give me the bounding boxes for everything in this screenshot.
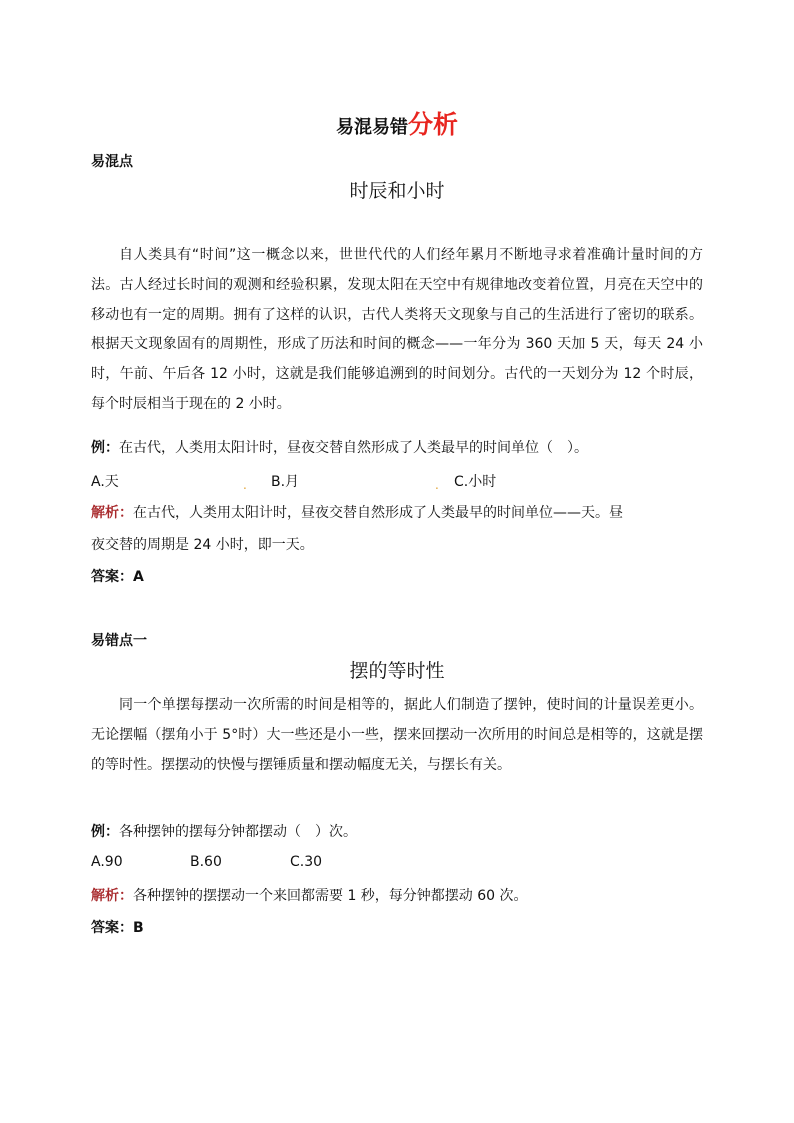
section-heading-pendulum: 摆的等时性 [349, 660, 445, 682]
option-b: B.60 [190, 854, 222, 870]
option-c: C.30 [290, 854, 323, 870]
answer-value: A [133, 569, 144, 585]
option-a: A.天 [91, 474, 119, 490]
section-label-error: 易错点一 [91, 633, 147, 649]
page-title [0, 108, 794, 145]
decorative-dot: . [243, 478, 247, 492]
analysis-label: 解析： [91, 888, 133, 904]
analysis-text: 在古代，人类用太阳计时，昼夜交替自然形成了人类最早的时间单位——天。昼 [133, 505, 623, 521]
analysis-text: 各种摆钟的摆摆动一个来回都需要 1 秒，每分钟都摆动 60 次。 [133, 888, 528, 904]
section1-example [91, 438, 588, 458]
section-heading-shichen: 时辰和小时 [349, 180, 445, 202]
section2-example [91, 822, 357, 842]
decorative-dot: . [435, 478, 439, 492]
analysis-label: 解析： [91, 505, 133, 521]
section1-paragraph: 自人类具有“时间”这一概念以来，世世代代的人们经年累月不断地寻求着准确计量时间的方法。古人经过长时间的观测和经验积累，发现太阳在天空中有规律地改变着位置，月亮在天空中的移动也有一定的周期。拥有了这样的认识，古代人类将天文现象与自己的生活进行了密切的联系。根据天文现象固有的周期性，形成了历法和时间的概念——一年分为 360 天加 5 天，每天 24 小时，午前、午后各 12 小时，这就是我们能够追溯到的时间划分。古代的一天划分为 12 个时辰，每个时辰相当于现在的 2 小时。 [91, 247, 703, 412]
example-text: 在古代，人类用太阳计时，昼夜交替自然形成了人类最早的时间单位（ ）。 [119, 440, 588, 456]
section2-answer [91, 918, 144, 938]
section-label-confusing: 易混点 [91, 154, 133, 170]
option-c: C.小时 [454, 474, 497, 490]
title-main: 易混易错 [335, 117, 408, 138]
option-a: A.90 [91, 854, 123, 870]
section1-answer [91, 567, 144, 587]
section1-analysis [91, 503, 623, 523]
example-text: 各种摆钟的摆每分钟都摆动（ ）次。 [119, 824, 357, 840]
title-accent: 分析 [407, 110, 458, 139]
answer-value: B [133, 920, 144, 936]
answer-label: 答案： [91, 569, 133, 585]
example-label: 例： [91, 440, 119, 456]
section2-paragraph: 同一个单摆每摆动一次所需的时间是相等的，据此人们制造了摆钟，使时间的计量误差更小。无论摆幅（摆角小于 5°时）大一些还是小一些，摆来回摆动一次所用的时间总是相等的，这就是摆的等时性。摆摆动的快慢与摆锤质量和摆动幅度无关，与摆长有关。 [91, 697, 703, 773]
example-label: 例： [91, 824, 119, 840]
option-b: B.月 [271, 474, 300, 490]
section2-analysis [91, 886, 528, 906]
section1-analysis-cont: 夜交替的周期是 24 小时，即一天。 [91, 537, 314, 553]
answer-label: 答案： [91, 920, 133, 936]
